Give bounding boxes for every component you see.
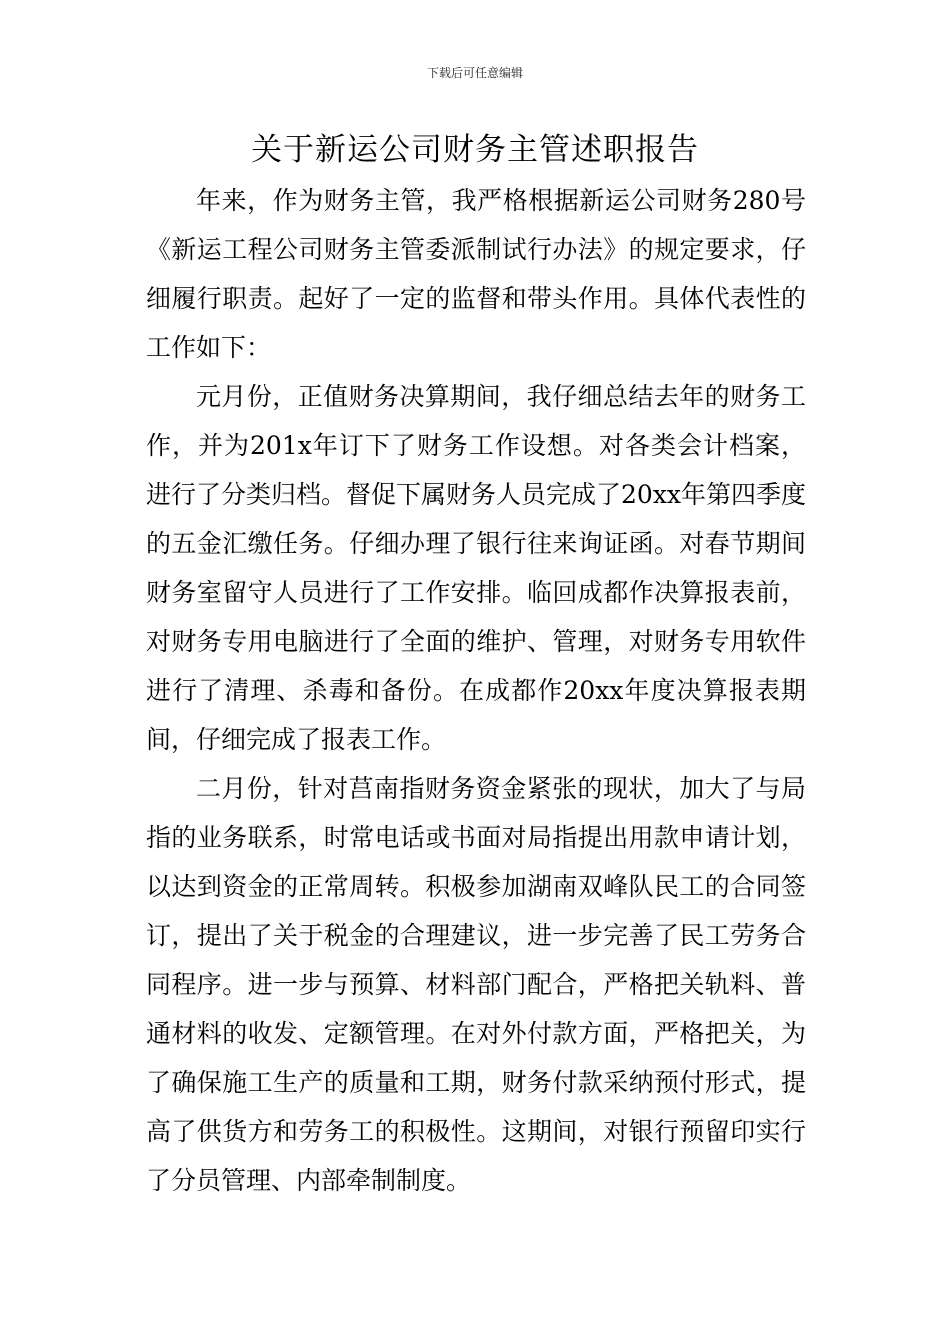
- paragraph-intro: 年来，作为财务主管，我严格根据新运公司财务280号《新运工程公司财务主管委派制试行办法》的规定要求，仔细履行职责。起好了一定的监督和带头作用。具体代表性的工作如下：: [146, 186, 806, 362]
- paragraph-january: 元月份，正值财务决算期间，我仔细总结去年的财务工作，并为201x年订下了财务工作设想。对各类会计档案，进行了分类归档。督促下属财务人员完成了20xx年第四季度的五金汇缴任务。仔细办理了银行往来询证函。对春节期间财务室留守人员进行了工作安排。临回成都作决算报表前，对财务专用电脑进行了全面的维护、管理，对财务专用软件进行了清理、杀毒和备份。在成都作20xx年度决算报表期间，仔细完成了报表工作。: [146, 382, 807, 754]
- paragraph-february: 二月份，针对莒南指财务资金紧张的现状，加大了与局指的业务联系，时常电话或书面对局指提出用款申请计划，以达到资金的正常周转。积极参加湖南双峰队民工的合同签订，提出了关于税金的合理建议，进一步完善了民工劳务合同程序。进一步与预算、材料部门配合，严格把关轨料、普通材料的收发、定额管理。在对外付款方面，严格把关，为了确保施工生产的质量和工期，财务付款采纳预付形式，提高了供货方和劳务工的积极性。这期间，对银行预留印实行了分员管理、内部牵制制度。: [146, 774, 806, 1195]
- header-note: 下载后可任意编辑: [426, 66, 523, 80]
- document-body: [146, 176, 806, 1205]
- document-title: 关于新运公司财务主管述职报告: [251, 132, 699, 168]
